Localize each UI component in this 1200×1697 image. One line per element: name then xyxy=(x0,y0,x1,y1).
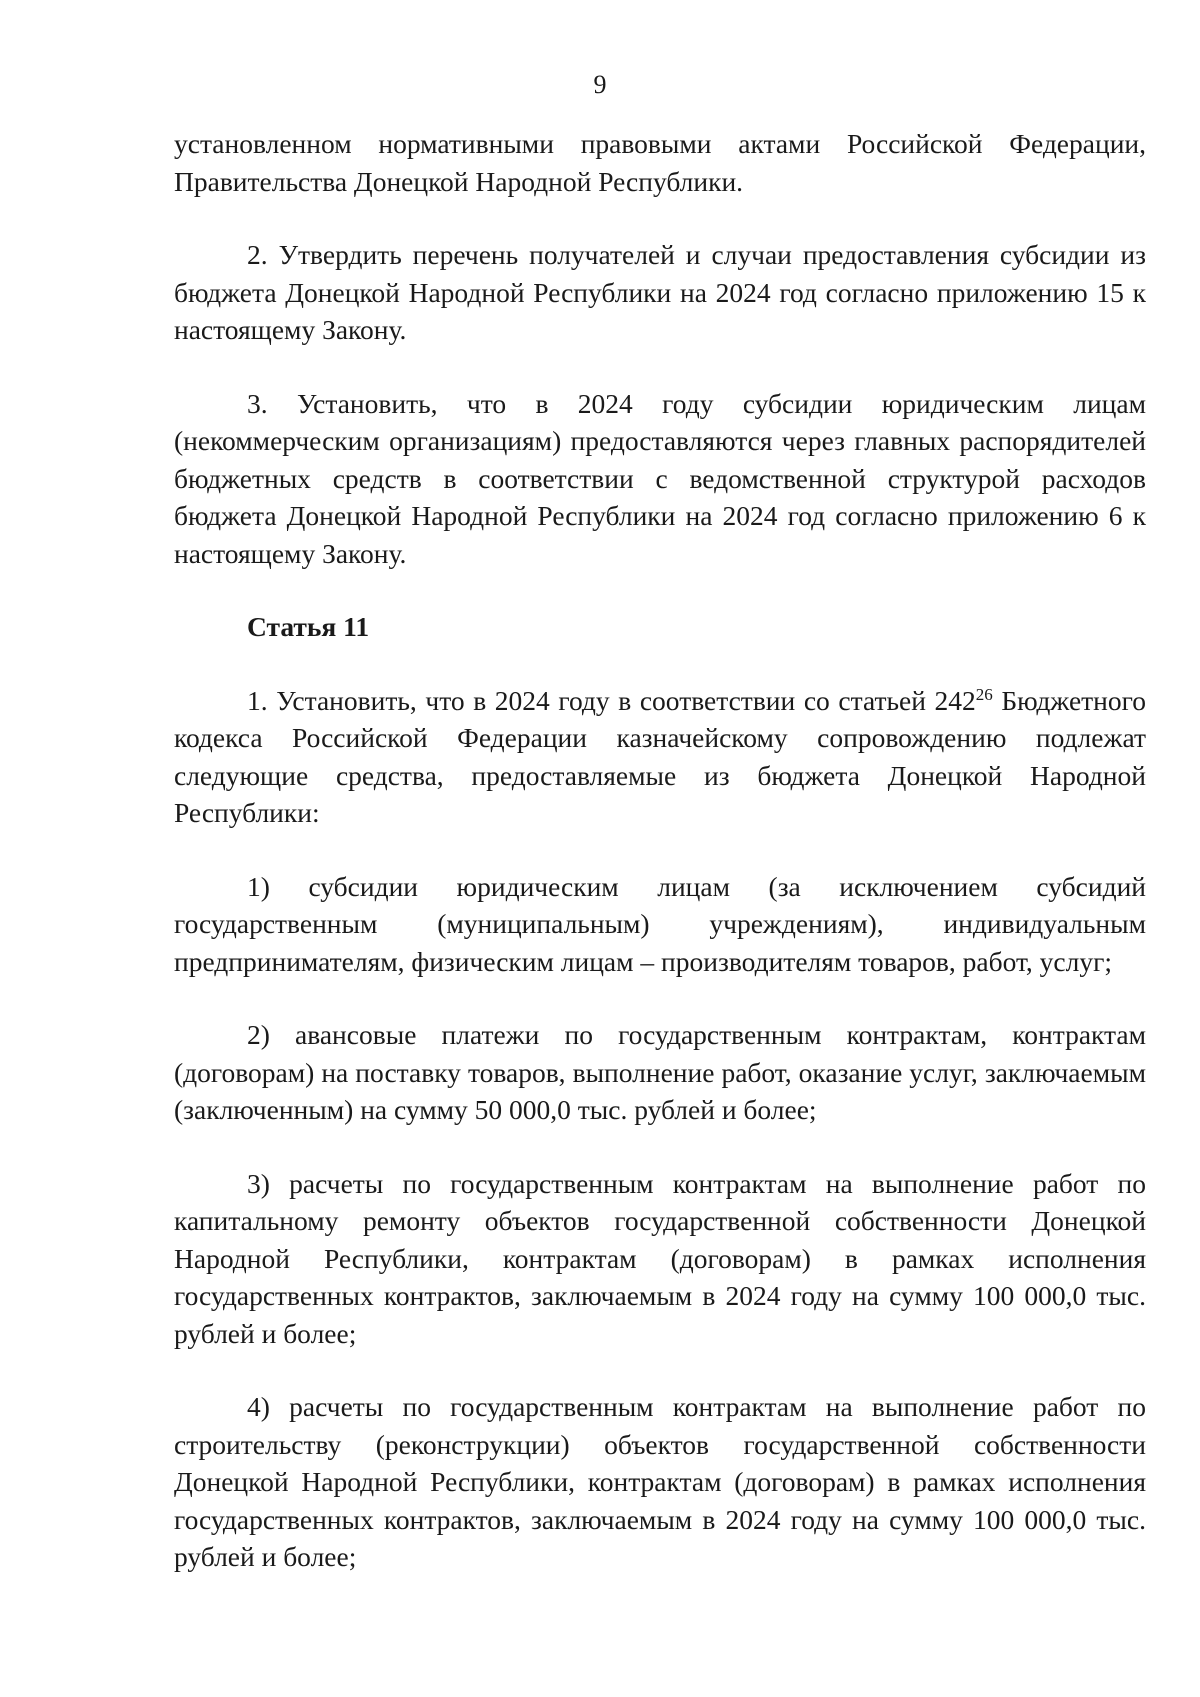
document-body xyxy=(174,125,1146,1576)
paragraph-article-11-item-1 xyxy=(174,682,1146,832)
list-item-1: 1) субсидии юридическим лицам (за исключением субсидий государственным (муниципальным) учреждениям), индивидуальным предпринимателям, физическим лицам – производителям товаров, работ, услуг; xyxy=(174,870,1146,977)
paragraph-item-2: 2. Утвердить перечень получателей и случаи предоставления субсидии из бюджета Донецкой Народной Республики на 2024 год согласно приложению 15 к настоящему Закону. xyxy=(174,239,1146,345)
article-heading: Статья 11 xyxy=(247,611,370,642)
paragraph-continuation: установленном нормативными правовыми актами Российской Федерации, Правительства Донецкой Народной Республики. xyxy=(174,128,1146,197)
page-number: 9 xyxy=(593,70,607,99)
list-item-2: 2) авансовые платежи по государственным контрактам, контрактам (договорам) на поставку товаров, выполнение работ, оказание услуг, заключаемым (заключенным) на сумму 50 000,0 тыс. рублей и более; xyxy=(174,1019,1146,1125)
list-item-4: 4) расчеты по государственным контрактам на выполнение работ по строительству (реконструкции) объектов государственной собственности Донецкой Народной Республики, контрактам (договорам) в рамках исполнения государственных контрактов, заключаемым в 2024 году на сумму 100 000,0 тыс. рублей и более; xyxy=(174,1391,1146,1572)
superscript-article-number: 26 xyxy=(975,684,993,704)
paragraph-text-start: 1. Установить, что в 2024 году в соответствии со статьей 242 xyxy=(247,684,976,716)
paragraph-item-3: 3. Установить, что в 2024 году субсидии юридическим лицам (некоммерческим организациям) предоставляются через главных распорядителей бюджетных средств в соответствии с ведомственной структурой расходов бюджета Донецкой Народной Республики на 2024 год согласно приложению 6 к настоящему Закону. xyxy=(174,387,1146,569)
paragraph-text-end: Бюджетного кодекса Российской Федерации казначейскому сопровождению подлежат следующие средства, предоставляемые из бюджета Донецкой Народной Республики: xyxy=(174,684,1146,828)
list-item-3: 3) расчеты по государственным контрактам на выполнение работ по капитальному ремонту объектов государственной собственности Донецкой Народной Республики, контрактам (договорам) в рамках исполнения государственных контрактов, заключаемым в 2024 году на сумму 100 000,0 тыс. рублей и более; xyxy=(174,1167,1146,1349)
